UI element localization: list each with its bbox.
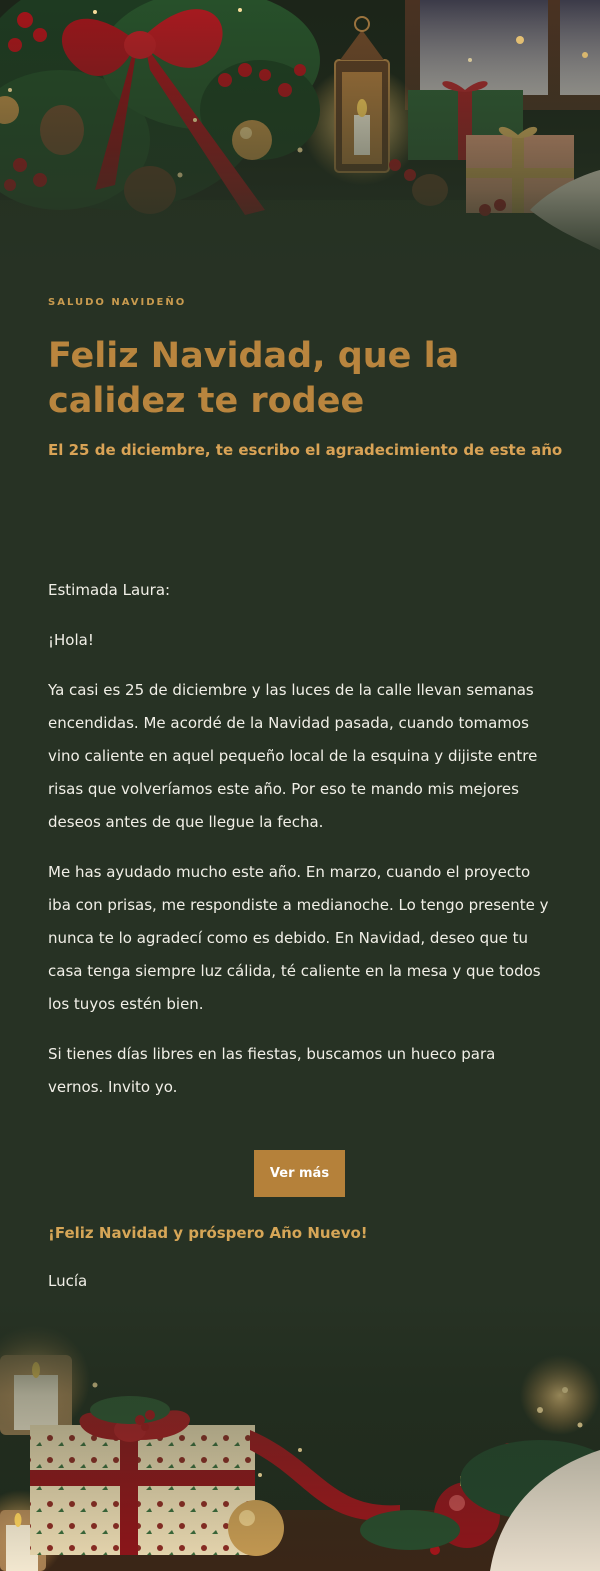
letter-body [48, 574, 553, 1121]
letter-greeting: Estimada Laura: [48, 581, 171, 599]
letter-paragraph: Me has ayudado mucho este año. En marzo, cuando el proyecto iba con prisas, me respondiste a medianoche. Lo tengo presente y nunca te lo agradecí como es debido. En Navidad, deseo que tu casa tenga siempre luz cálida, té caliente en la mesa y que todos los tuyos estén bien. [48, 863, 549, 1013]
subtitle: El 25 de diciembre, te escribo el agradecimiento de este año [48, 441, 563, 459]
letter-salutation: ¡Hola! [48, 631, 94, 649]
footer-christmas-illustration [0, 1300, 600, 1571]
letter-paragraph: Si tienes días libres en las fiestas, buscamos un hueco para vernos. Invito yo. [48, 1045, 496, 1096]
closing-wish: ¡Feliz Navidad y próspero Año Nuevo! [48, 1224, 368, 1242]
view-more-button[interactable]: Ver más [254, 1150, 345, 1197]
page-title: Feliz Navidad, que la calidez te rodee [48, 336, 460, 421]
eyebrow-label: SALUDO NAVIDEÑO [48, 297, 187, 308]
header-christmas-illustration [0, 0, 600, 270]
letter-paragraph: Ya casi es 25 de diciembre y las luces de la calle llevan semanas encendidas. Me acordé de la Navidad pasada, cuando tomamos vino caliente en aquel pequeño local de la esquina y dijiste entre risas que volveríamos este año. Por eso te mando mis mejores deseos antes de que llegue la fecha. [48, 681, 538, 831]
signature: Lucía [48, 1272, 88, 1290]
